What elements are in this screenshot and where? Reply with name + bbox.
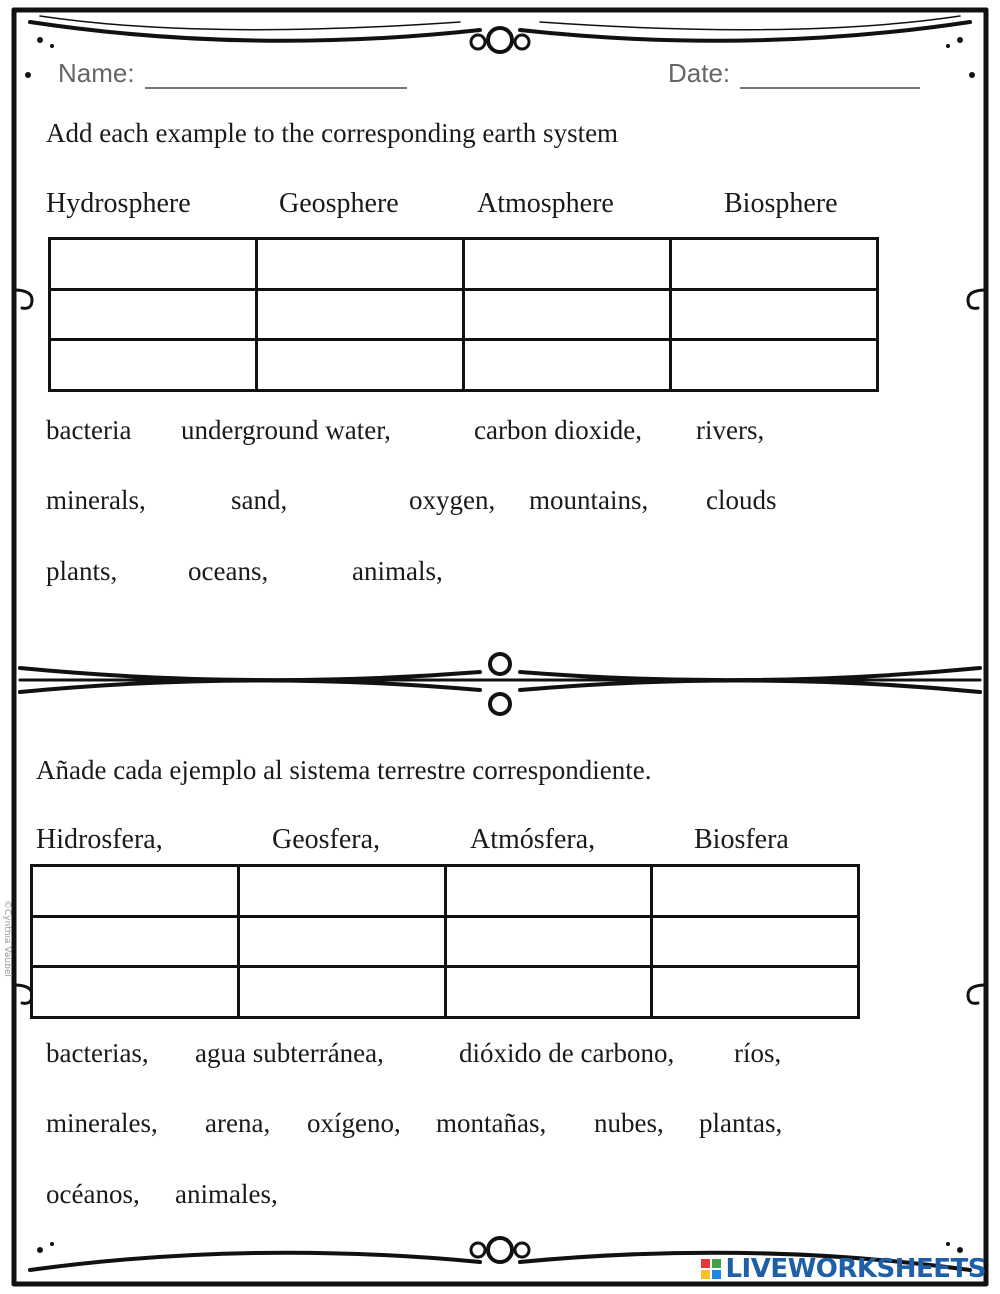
answer-cell[interactable] [50, 340, 257, 391]
date-line[interactable] [740, 67, 920, 89]
name-field-group [58, 58, 407, 89]
word-nubes: nubes, [594, 1108, 664, 1138]
word-clouds: clouds [706, 485, 777, 515]
answer-cell[interactable] [445, 916, 652, 967]
word-oceanos: océanos, [46, 1179, 140, 1209]
word-agua-subterranea: agua subterránea, [195, 1038, 384, 1068]
es-col-hidrosfera: Hidrosfera, [36, 824, 163, 855]
name-line[interactable] [145, 67, 407, 89]
word-oxygen: oxygen, [409, 485, 496, 515]
english-instruction: Add each example to the corresponding earth system [46, 118, 619, 148]
word-carbon-dioxide: carbon dioxide, [474, 415, 642, 445]
liveworksheets-wordmark: LIVEWORKSHEETS [725, 1254, 986, 1284]
answer-cell[interactable] [257, 289, 464, 340]
answer-cell[interactable] [238, 967, 445, 1018]
es-col-geosfera: Geosfera, [272, 824, 381, 855]
answer-cell[interactable] [257, 239, 464, 290]
answer-cell[interactable] [464, 289, 671, 340]
answer-cell[interactable] [445, 866, 652, 917]
answer-cell[interactable] [652, 866, 859, 917]
word-sand: sand, [231, 485, 288, 515]
table-row [32, 916, 859, 967]
word-plantas: plantas, [699, 1108, 783, 1138]
answer-cell[interactable] [32, 967, 239, 1018]
table-row [50, 239, 878, 290]
answer-cell[interactable] [50, 289, 257, 340]
word-oceans: oceans, [188, 556, 269, 586]
answer-cell[interactable] [671, 289, 878, 340]
word-animals: animals, [352, 556, 443, 586]
word-arena: arena, [205, 1108, 271, 1138]
word-minerals: minerals, [46, 485, 146, 515]
answer-cell[interactable] [445, 967, 652, 1018]
date-label: Date: [668, 58, 731, 88]
spanish-answer-table [30, 864, 860, 1019]
side-copyright: ©Cynthia Vaubel [2, 900, 12, 977]
answer-cell[interactable] [257, 340, 464, 391]
en-col-atmosphere: Atmosphere [477, 188, 614, 219]
en-col-hydrosphere: Hydrosphere [46, 188, 191, 219]
name-label: Name: [58, 58, 135, 88]
english-answer-table [48, 237, 879, 392]
word-underground-water: underground water, [181, 415, 391, 445]
answer-cell[interactable] [671, 340, 878, 391]
es-col-biosfera: Biosfera [694, 824, 789, 855]
es-col-atmosfera: Atmósfera, [470, 824, 596, 855]
word-oxigeno: oxígeno, [307, 1108, 401, 1138]
date-field-group [668, 58, 920, 89]
answer-cell[interactable] [50, 239, 257, 290]
word-montanas: montañas, [436, 1108, 547, 1138]
answer-cell[interactable] [671, 239, 878, 290]
word-bacterias: bacterias, [46, 1038, 149, 1068]
answer-cell[interactable] [464, 340, 671, 391]
answer-cell[interactable] [238, 866, 445, 917]
word-plants: plants, [46, 556, 118, 586]
en-col-biosphere: Biosphere [724, 188, 838, 219]
word-rivers: rivers, [696, 415, 765, 445]
word-rios: ríos, [734, 1038, 782, 1068]
answer-cell[interactable] [238, 916, 445, 967]
answer-cell[interactable] [32, 866, 239, 917]
table-row [50, 289, 878, 340]
table-row [50, 340, 878, 391]
answer-cell[interactable] [32, 916, 239, 967]
answer-cell[interactable] [652, 967, 859, 1018]
en-col-geosphere: Geosphere [279, 188, 399, 219]
liveworksheets-mark-icon [701, 1259, 721, 1279]
word-dioxido-de-carbono: dióxido de carbono, [459, 1038, 675, 1068]
table-row [32, 866, 859, 917]
table-row [32, 967, 859, 1018]
word-bacteria: bacteria [46, 415, 132, 445]
liveworksheets-logo[interactable] [701, 1254, 986, 1284]
word-mountains: mountains, [529, 485, 649, 515]
answer-cell[interactable] [652, 916, 859, 967]
spanish-instruction: Añade cada ejemplo al sistema terrestre correspondiente. [36, 755, 652, 785]
answer-cell[interactable] [464, 239, 671, 290]
word-minerales: minerales, [46, 1108, 158, 1138]
word-animales: animales, [175, 1179, 278, 1209]
